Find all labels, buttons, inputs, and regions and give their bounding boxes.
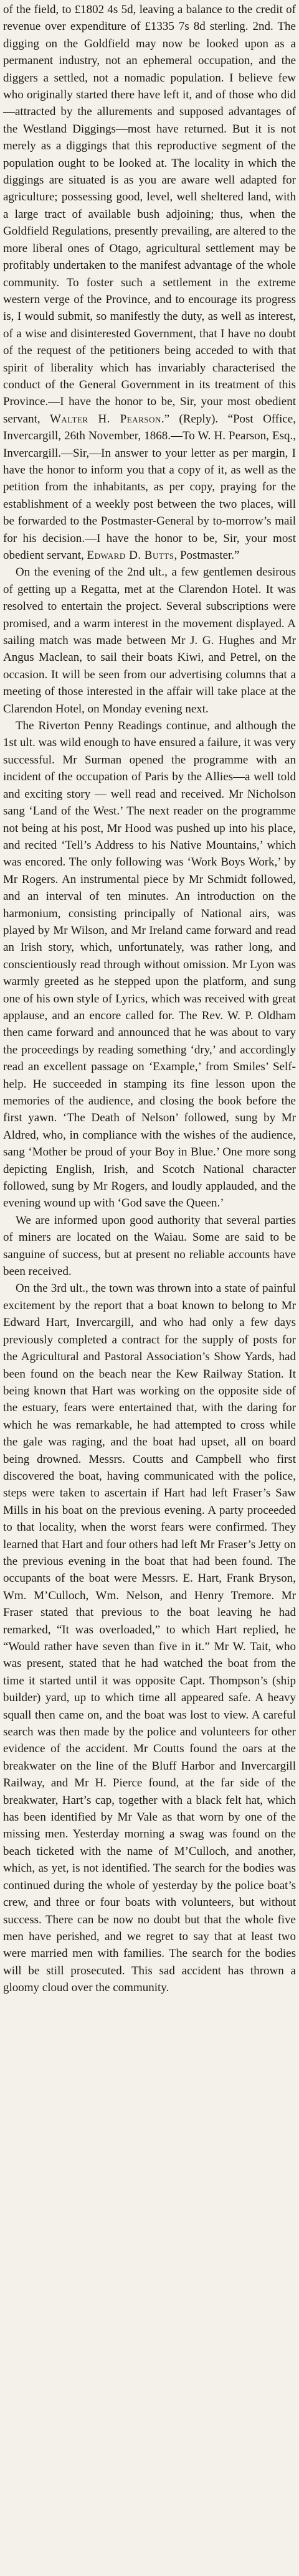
signatory-name: Walter H. Pearson xyxy=(49,412,161,426)
paragraph-text: On the evening of the 2nd ult., a few gentlemen desirous of getting up a Regatta, met at the Clarendon Hotel. It was resolved to entertain the project. Several subscriptions were promised, and a warm interest in the movement displayed. A sailing match was made between Mr J. G. Hughes and Mr Angus Maclean, to sail their boats Kiwi, and Petrel, on the occasion. It will be seen from our advertising columns that a meeting of those interested in the affair will take place at the Clarendon Hotel, on Monday evening next. xyxy=(3,566,296,716)
article-paragraph xyxy=(3,564,296,717)
paragraph-text: .” (Reply). “Post Office, Invercargill, 26th November, 1868.—To W. H. Pearson, Esq., Invercargill.—Sir,—In answer to your letter as per margin, I have the honor to inform you that a copy of it, as well as the petition from the inhabitants, as per copy, praying for the establishment of a weekly post between the two places, will be forwarded to the Postmaster-General by to-morrow’s mail for his decision.—I have the honor to be, Sir, your most obedient servant, xyxy=(3,412,296,562)
article-paragraph xyxy=(3,1212,296,1281)
paragraph-text: , Postmaster.” xyxy=(174,549,240,562)
article-paragraph xyxy=(3,1280,296,1996)
paragraph-text: The Riverton Penny Readings continue, and although the 1st ult. was wild enough to have ensured a failure, it was very successful. Mr Surman opened the programme with an incident of the occupation of Paris by the Allies—a well told and exciting story — well read and received. Mr Nicholson sang ‘Land of the West.’ The next reader on the programme not being at his post, Mr Hood was pushed up into his place, and recited ‘Tell’s Address to his Native Mountains,’ which was encored. The only following was ‘Work Boys Work,’ by Mr Rogers. An instrumental piece by Mr Schmidt followed, and an interval of ten minutes. An introduction on the harmonium, consisting principally of National airs, was played by Mr Wilson, and Mr Ireland came forward and read an Irish story, which, unfortunately, was rather long, and conscientiously read through without omission. Mr Lyon was warmly greeted as he stepped upon the platform, and sung one of his own style of Lyrics, which was received with great applause, and an encore called for. The Rev. W. P. Oldham then came forward and announced that he was about to vary the proceedings by reading something ‘dry,’ and accordingly read an excellent passage on ‘Example,’ from Smiles’ Self-help. He succeeded in stamping its fine lesson upon the memories of the audience, and closing the book before the first yawn. ‘The Death of Nelson’ followed, sung by Mr Aldred, who, in compliance with the wishes of the audience, sang ‘Mother be proud of your Boy in Blue.’ One more song depicting English, Irish, and Scotch National character followed, sung by Mr Rogers, and loudly applauded, and the evening wound up with ‘God save the Queen.’ xyxy=(3,719,296,1210)
article-paragraph xyxy=(3,1,296,564)
paragraph-text: We are informed upon good authority that several parties of miners are located on the Waiau. Some are said to be sanguine of success, but at present no reliable accounts have been received. xyxy=(3,1213,296,1279)
paragraph-text: On the 3rd ult., the town was thrown into a state of painful excitement by the report that a boat known to belong to Mr Edward Hart, Invercargill, and who had only a few days previously completed a contract for the supply of posts for the Agricultural and Pastoral Association’s Show Yards, had been found on the beach near the Kew Railway Station. It being known that Hart was working on the opposite side of the estuary, fears were entertained that, with the daring for which he was remarkable, he had attempted to cross while the gale was raging, and the boat had upset, all on board being drowned. Messrs. Coutts and Campbell who first discovered the boat, having communicated with the police, steps were taken to ascertain if Hart had left Fraser’s Saw Mills in his boat on the previous evening. A party proceeded to that locality, when the worst fears were confirmed. They learned that Hart and four others had left Mr Fraser’s Jetty on the previous evening in the boat that had been found. The occupants of the boat were Messrs. E. Hart, Frank Bryson, Wm. M’Culloch, Wm. Nelson, and Henry Tremore. Mr Fraser stated that previous to the boat leaving he had remarked, “It was overloaded,” to which Hart replied, he “Would rather have seven than five in it.” Mr W. Tait, who was present, stated that he had watched the boat from the time it started until it was opposite Capt. Thompson’s (ship builder) yard, up to which time all appeared safe. A heavy squall then came on, and the boat was lost to view. A careful search was then made by the police and volunteers for other evidence of the accident. Mr Coutts found the oars at the breakwater on the line of the Bluff Harbor and Invercargill Railway, and Mr H. Pierce found, at the far side of the breakwater, Hart’s cap, together with a black felt hat, which has been identified by Mr Vale as that worn by one of the missing men. Yesterday morning a swag was found on the beach ticketed with the name of M’Culloch, and another, which, as yet, is not identified. The search for the bodies was continued during the whole of yesterday by the police boat’s crew, and three or four boats with volunteers, but without success. There can be now no doubt but that the whole five men have perished, and we regret to say that at least two were married men with families. The search for the bodies will be still prosecuted. This sad accident has thrown a gloomy cloud over the community. xyxy=(3,1282,296,1995)
article-paragraph xyxy=(3,717,296,1212)
signatory-name: Edward D. Butts xyxy=(87,549,174,562)
paragraph-text: of the field, to £1802 4s 5d, leaving a balance to the credit of revenue over expenditure of £1335 7s 8d sterling. 2nd. The digging on the Goldfield may now be looked upon as a permanent industry, not an ephemeral occupation, and the diggers a settled, not a nomadic population. I believe few who originally started there have left it, and of those who did—attracted by the allurements and supposed advantages of the Westland Diggings—most have returned. But it is not merely as a diggings that this reproductive segment of the population ought to be looked at. The locality in which the diggings are situated is as you are aware well adapted for agriculture; possessing good, level, well sheltered land, with a large tract of available bush adjoining; thus, when the Goldfield Regulations, presently prevailing, are altered to the more liberal ones of Otago, agricultural settlement may be profitably undertaken to the manifest advantage of the whole community. To foster such a settlement in the extreme western verge of the Province, and to encourage its progress is, I would submit, so manifestly the duty, as well as interest, of a wise and disinterested Government, that I have no doubt of the request of the petitioners being acceded to with that spirit of liberality which has invariably characterised the conduct of the General Government in its treatment of this Province.—I have the honor to be, Sir, your most obedient servant, xyxy=(3,3,296,426)
